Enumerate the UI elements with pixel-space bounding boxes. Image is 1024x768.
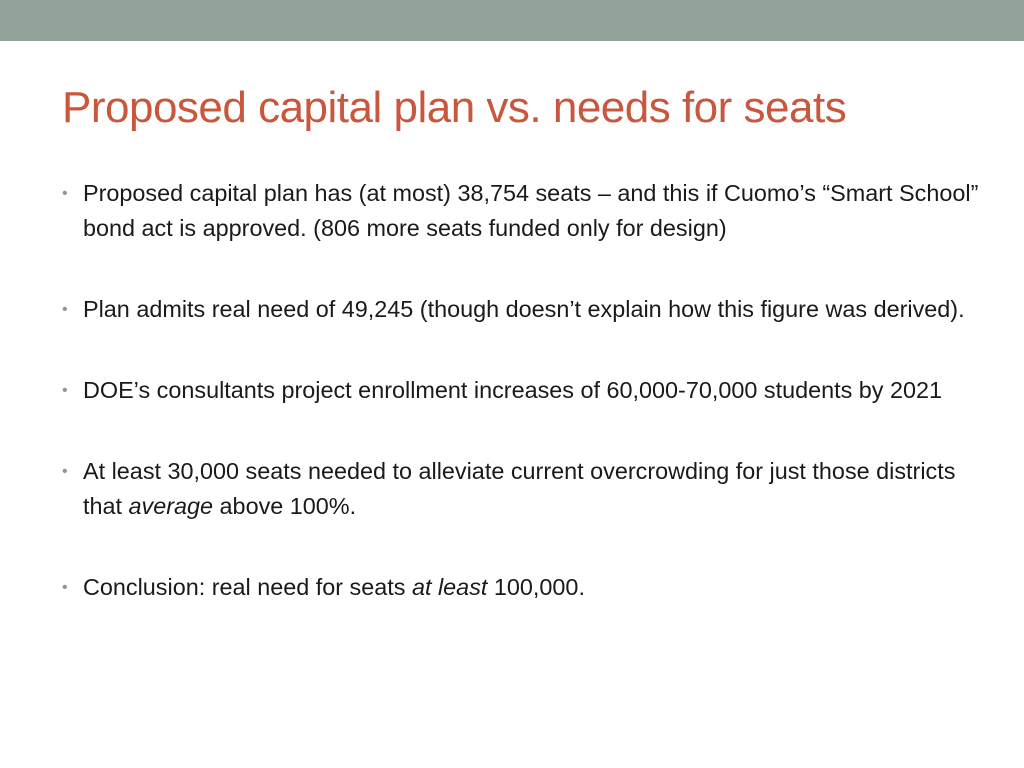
top-accent-bar (0, 0, 1024, 41)
bullet-dot-icon: • (62, 301, 68, 318)
bullet-item-enrollment-projection (62, 373, 982, 408)
bullet-dot-icon: • (62, 382, 68, 399)
bullet-dot-icon: • (62, 463, 68, 480)
bullet-text: DOE’s consultants project enrollment increases of 60,000-70,000 students by 2021 (83, 377, 943, 403)
bullet-text-after: 100,000. (487, 574, 585, 600)
bullet-list (62, 176, 982, 651)
bullet-text-after: above 100%. (213, 493, 357, 519)
bullet-item-real-need (62, 292, 982, 327)
slide-title: Proposed capital plan vs. needs for seats (62, 83, 847, 132)
bullet-text: Plan admits real need of 49,245 (though doesn’t explain how this figure was derived). (83, 296, 965, 322)
bullet-dot-icon: • (62, 579, 68, 596)
bullet-item-capital-plan (62, 176, 982, 246)
bullet-emphasis: average (128, 493, 214, 519)
bullet-item-conclusion (62, 570, 982, 605)
bullet-text: Proposed capital plan has (at most) 38,754 seats – and this if Cuomo’s “Smart School” bond act is approved. (806 more seats funded only for design) (83, 180, 979, 241)
bullet-item-overcrowding (62, 454, 982, 524)
bullet-emphasis: at least (411, 574, 488, 600)
bullet-text-before: At least 30,000 seats needed to alleviate current overcrowding for just those districts that (83, 458, 956, 519)
bullet-text-before: Conclusion: real need for seats (83, 574, 412, 600)
bullet-dot-icon: • (62, 185, 68, 202)
